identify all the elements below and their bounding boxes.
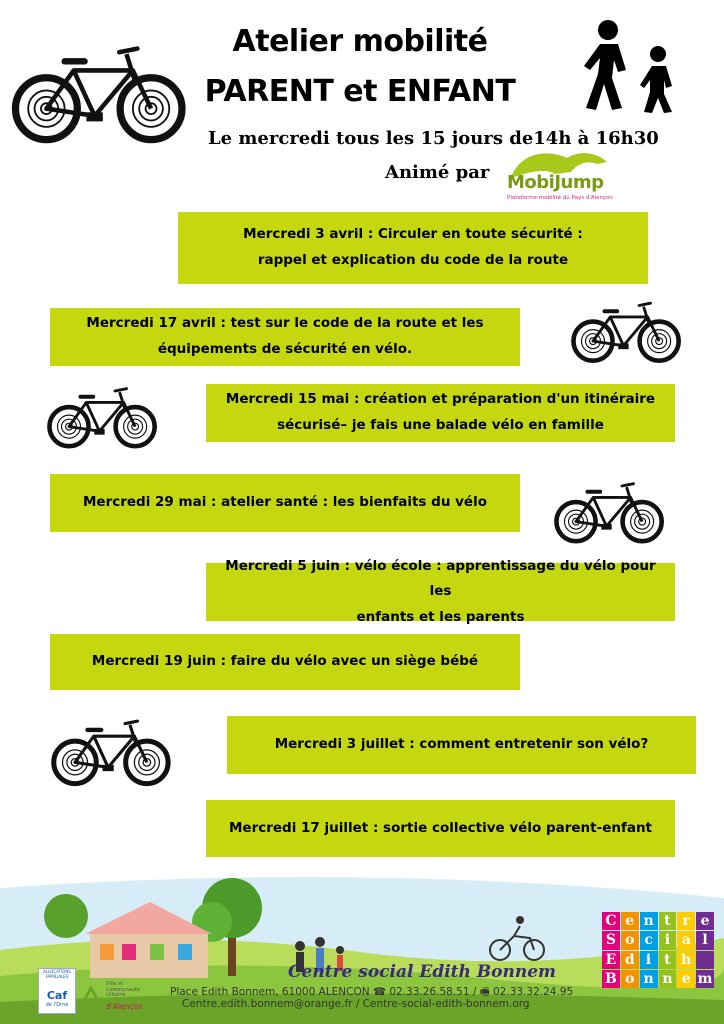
title-line-1: Atelier mobilité bbox=[232, 24, 488, 59]
fax-icon: 🖷 bbox=[479, 986, 493, 998]
mosaic-letter: o bbox=[621, 970, 639, 988]
session-box bbox=[178, 212, 648, 284]
footer bbox=[0, 868, 724, 1024]
mosaic-letter: l bbox=[696, 931, 714, 949]
mobijump-tagline: Plateforme mobilité du Pays d'Alençon bbox=[507, 195, 613, 201]
bicycle-icon bbox=[50, 702, 175, 804]
alencon-logo bbox=[80, 980, 158, 1014]
phone-icon: ☎ bbox=[372, 986, 390, 998]
footer-address: Place Edith Bonnem, 61000 ALENCON bbox=[170, 986, 370, 998]
footer-email-web: Centre.edith.bonnem@orange.fr / Centre-social-edith-bonnem.org bbox=[182, 998, 530, 1010]
mosaic-letter: h bbox=[677, 951, 695, 969]
alencon-triangle-icon bbox=[80, 986, 102, 1008]
session-line: sécurisé– je fais une balade vélo en famille bbox=[277, 417, 604, 433]
session-box bbox=[206, 800, 675, 857]
centre-social-mosaic-logo bbox=[602, 912, 714, 988]
session-line: Mercredi 17 juillet : sortie collective vélo parent-enfant bbox=[228, 819, 653, 836]
schedule-text: Le mercredi tous les 15 jours de14h à 16h30 bbox=[208, 128, 659, 149]
mosaic-letter: t bbox=[659, 912, 677, 930]
session-box bbox=[206, 384, 675, 442]
session-line: Mercredi 29 mai : atelier santé : les bienfaits du vélo bbox=[82, 494, 487, 511]
caf-logo-text: Caf bbox=[46, 989, 68, 1002]
caf-logo-sub: de l'Orne bbox=[45, 1002, 69, 1008]
mosaic-letter: r bbox=[677, 912, 695, 930]
mosaic-letter: i bbox=[659, 931, 677, 949]
caf-logo bbox=[38, 968, 76, 1014]
session-line: Mercredi 17 avril : test sur le code de la route et les bbox=[86, 315, 484, 332]
mosaic-letter: o bbox=[621, 931, 639, 949]
mosaic-letter: e bbox=[621, 912, 639, 930]
mosaic-letter: n bbox=[659, 970, 677, 988]
mosaic-letter: n bbox=[640, 912, 658, 930]
mosaic-letter: B bbox=[602, 970, 620, 988]
title-line-2: PARENT et ENFANT bbox=[204, 74, 516, 109]
session-box bbox=[50, 474, 520, 532]
mosaic-letter: t bbox=[659, 951, 677, 969]
mosaic-letter: e bbox=[677, 970, 695, 988]
mosaic-letter: i bbox=[640, 951, 658, 969]
animated-by-text: Animé par bbox=[385, 162, 490, 183]
session-line: Mercredi 15 mai : création et préparation d'un itinéraire bbox=[225, 391, 656, 408]
session-line: Mercredi 3 avril : Circuler en toute sécurité : bbox=[243, 226, 583, 243]
mosaic-letter: d bbox=[621, 951, 639, 969]
mobijump-logo bbox=[505, 148, 615, 208]
bicycle-icon bbox=[570, 290, 685, 375]
mosaic-letter: m bbox=[697, 970, 713, 987]
mosaic-letter: c bbox=[640, 931, 658, 949]
bicycle-icon bbox=[10, 40, 192, 150]
mosaic-letter: e bbox=[696, 912, 714, 930]
session-line: Mercredi 19 juin : faire du vélo avec un siège bébé bbox=[91, 653, 479, 670]
session-box bbox=[50, 308, 520, 366]
session-line: rappel et explication du code de la route bbox=[257, 252, 569, 268]
mosaic-letter: C bbox=[602, 912, 620, 930]
mosaic-letter: E bbox=[602, 951, 620, 969]
centre-name: Centre social Edith Bonnem bbox=[288, 962, 557, 982]
session-box bbox=[227, 716, 696, 774]
session-line: Mercredi 3 juillet : comment entretenir son vélo? bbox=[274, 736, 649, 753]
alencon-logo-text: d'Alençon bbox=[106, 1002, 143, 1011]
caf-logo-top: ALLOCATIONS FAMILIALES bbox=[43, 969, 71, 979]
walking-parent-child-icon bbox=[578, 18, 686, 114]
mosaic-letter: S bbox=[602, 931, 620, 949]
session-box bbox=[50, 634, 520, 690]
mosaic-letter bbox=[696, 951, 714, 969]
session-line: Mercredi 5 juin : vélo école : apprentissage du vélo pour les bbox=[225, 557, 656, 600]
footer-address-line: Place Edith Bonnem, 61000 ALENCON ☎ 02.33.26.58.51 / 🖷 02.33.32.24.95 bbox=[170, 986, 574, 998]
bicycle-icon bbox=[553, 472, 668, 554]
bicycle-icon bbox=[46, 378, 161, 458]
mosaic-letter: n bbox=[640, 970, 658, 988]
session-line: équipements de sécurité en vélo. bbox=[157, 341, 413, 357]
session-line: enfants et les parents bbox=[356, 608, 525, 625]
alencon-logo-sub: Ville et Communauté Urbaine bbox=[106, 981, 140, 998]
session-box bbox=[206, 557, 675, 625]
mosaic-letter: a bbox=[677, 931, 695, 949]
footer-phone-2: 02.33.32.24.95 bbox=[493, 986, 574, 998]
mobijump-logo-text: MobiJump bbox=[507, 172, 604, 193]
footer-phone-1: 02.33.26.58.51 bbox=[389, 986, 470, 998]
